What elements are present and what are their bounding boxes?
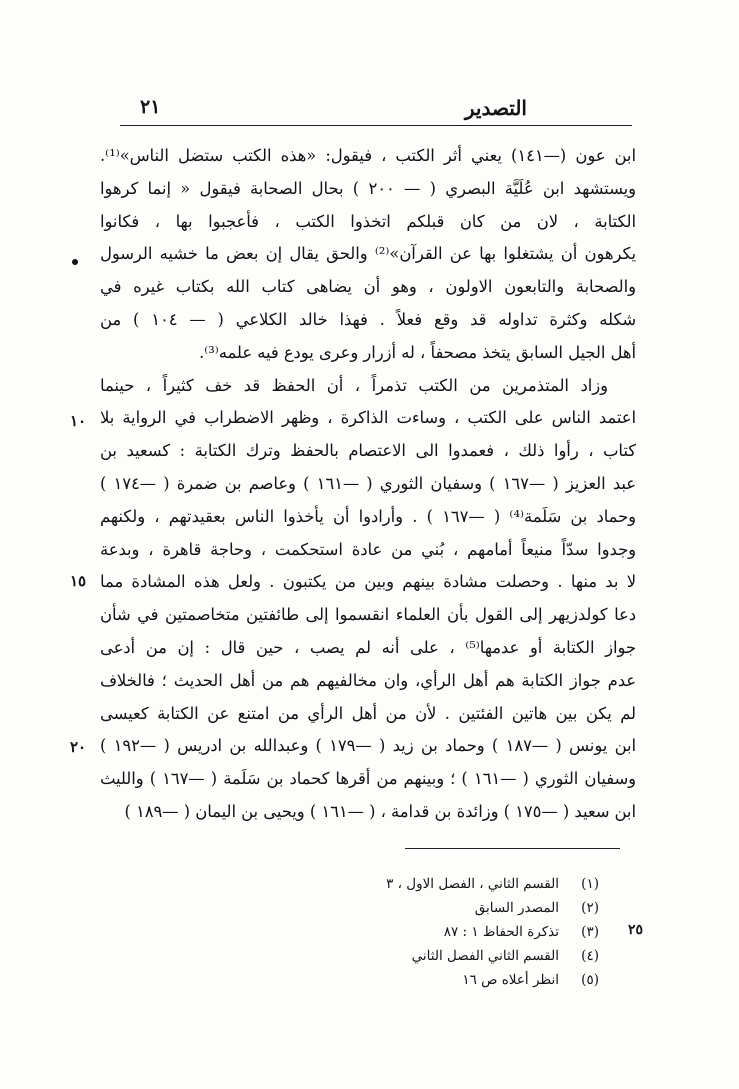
footnote-rule — [405, 848, 620, 849]
body-line: ويستشهد ابن عُلَيَّة البصري ( — ٢٠٠ ) بحال الصحابة فيقول « إنما كرهوا — [100, 178, 636, 198]
footnote-number: (٢) — [581, 900, 599, 916]
body-line: ابن يونس ( —١٨٧ ) وحماد بن زيد ( —١٧٩ ) وعبدالله بن ادريس ( —١٩٢ ) — [100, 736, 636, 756]
body-line: يكرهون أن يشتغلوا بها عن القرآن»⁽²⁾ والحق يقال إن بعض ما خشيه الرسول — [100, 244, 636, 264]
body-line: عبد العزيز ( —١٦٧ ) وسفيان الثوري ( —١٦١ ) وعاصم بن ضمرة ( —١٧٤ ) — [100, 473, 636, 493]
body-line: شكله وكثرة تداوله قد وقع فعلاً . فهذا خالد الكلاعي ( — ١٠٤ ) من — [100, 309, 636, 329]
footnote-text: المصدر السابق — [474, 900, 559, 916]
body-line: ابن سعيد ( —١٧٥ ) وزائدة بن قدامة ، ( —١٦١ ) ويحيى بن اليمان ( —١٨٩ ) — [124, 801, 636, 821]
body-line: لم يكن بين هاتين الفئتين . لأن من أهل الرأي من امتنع عن الكتابة كعيسى — [100, 703, 636, 723]
body-line: عدم جواز الكتابة هم أهل الرأي، وان مخالفيهم هم من أهل الحديث ؛ فالخلاف — [100, 670, 636, 690]
body-line: والصحابة والتابعون الاولون ، وهو أن يضاهى كتاب الله بكتاب غيره في — [100, 277, 636, 297]
body-line: وحماد بن سَلَمة⁽⁴⁾ ( —١٦٧ ) . وأرادوا أن يأخذوا الناس بعقيدتهم ، ولكنهم — [100, 506, 636, 526]
footnote-text: انظر أعلاه ص ١٦ — [462, 972, 559, 988]
body-line: وسفيان الثوري ( —١٦١ ) ؛ وبينهم من أقرها كحماد بن سَلَمة ( —١٦٧ ) والليث — [100, 769, 636, 789]
chapter-title: التصدير — [464, 96, 527, 120]
body-line: اعتمد الناس على الكتب ، وساءت الذاكرة ، وظهر الاضطراب في الرواية بلا — [100, 408, 636, 428]
footnote — [386, 968, 599, 992]
body-line: وجدوا سدّاً منيعاً أمامهم ، بُني من عادة استحكمت ، وحاجة قاهرة ، وبدعة — [100, 539, 636, 559]
running-head — [120, 96, 632, 128]
footnote-number: (١) — [581, 876, 599, 892]
line-number-15: ١٥ — [70, 572, 87, 590]
footnote-number: (٣) — [581, 924, 599, 940]
body-line: جواز الكتابة أو عدمها⁽⁵⁾ ، على أنه لم يصب ، حين قال : إن من أدعى — [100, 637, 636, 657]
line-number-10: ١٠ — [70, 412, 87, 430]
body-line: أهل الجيل السابق يتخذ مصحفاً ، له أزرار وعرى يودع فيه علمه⁽³⁾. — [199, 342, 636, 362]
footnote-number: (٤) — [581, 948, 599, 964]
body-line: وزاد المتذمرين من الكتب تذمراً ، أن الحفظ قد خف كثيراً ، حينما — [100, 375, 608, 395]
footnote-text: تذكرة الحفاظ ١ : ٨٧ — [443, 924, 559, 940]
line-number-20: ٢٠ — [70, 738, 87, 756]
page-number: ٢١ — [140, 96, 161, 118]
footnotes — [386, 872, 599, 992]
footnote — [386, 944, 599, 968]
footnote — [386, 896, 599, 920]
footnote-text: القسم الثاني الفصل الثاني — [411, 948, 559, 964]
margin-bullet — [72, 259, 78, 265]
body-line: الكتابة ، لان من كان قبلكم اتخذوا الكتب ، فأعجبوا بها ، فكانوا — [100, 211, 636, 231]
line-number-25: ٢٥ — [628, 922, 644, 938]
footnote — [386, 920, 599, 944]
body-line: لا بد منها . وحصلت مشادة بينهم وبين من يكتبون . ولعل هذه المشادة مما — [100, 572, 636, 592]
body-line: ابن عون (—١٤١) يعني أثر الكتب ، فيقول: «هذه الكتب ستضل الناس»⁽¹⁾. — [100, 146, 636, 165]
body-line: كتاب ، رأوا ذلك ، فعمدوا الى الاعتصام بالحفظ وترك الكتابة : كسعيد بن — [100, 441, 636, 461]
footnote-number: (٥) — [581, 972, 599, 988]
header-rule — [120, 125, 632, 126]
body-text — [100, 140, 636, 829]
footnote — [386, 872, 599, 896]
footnote-text: القسم الثاني ، الفصل الاول ، ٣ — [386, 876, 559, 892]
body-line: دعا كولدزيهر إلى القول بأن العلماء انقسموا إلى طائفتين متخاصمتين في شأن — [100, 605, 636, 625]
